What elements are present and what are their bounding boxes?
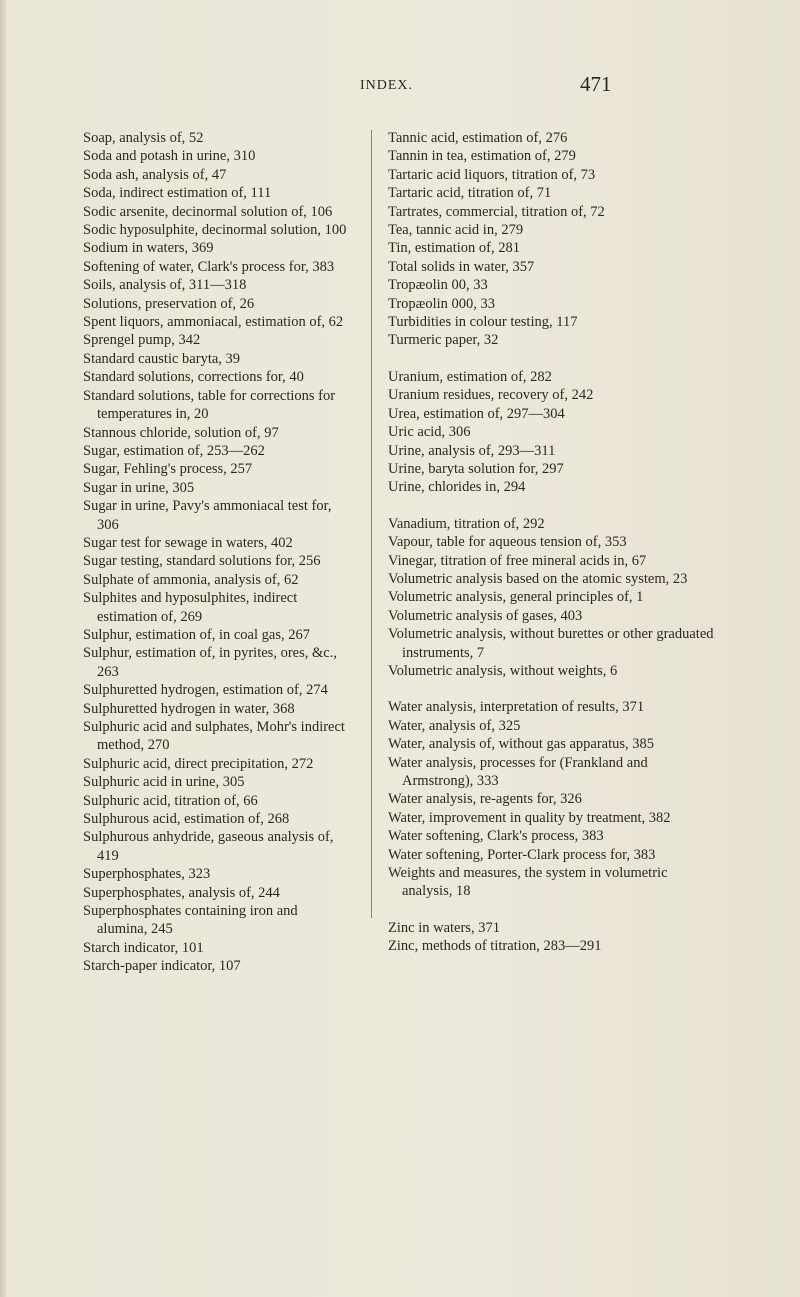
index-entry: Water softening, Porter-Clark process for, 383 xyxy=(388,846,656,863)
index-entry: Sodium in waters, 369 xyxy=(83,240,214,257)
index-entry: Water, analysis of, 325 xyxy=(388,717,521,734)
index-entry: Vapour, table for aqueous tension of, 353 xyxy=(388,534,627,551)
page-gutter-edge xyxy=(0,0,6,1297)
index-entry: Sulphuretted hydrogen, estimation of, 274 xyxy=(83,682,328,699)
index-entry: Sulphur, estimation of, in pyrites, ores, &c., 263 xyxy=(83,645,337,680)
index-entry: Sulphurous anhydride, gaseous analysis of, 419 xyxy=(83,829,334,864)
index-entry: Vanadium, titration of, 292 xyxy=(388,515,545,532)
page-number: 471 xyxy=(580,72,612,96)
index-entry: Soda, indirect estimation of, 111 xyxy=(83,185,272,202)
index-entry: Water analysis, re-agents for, 326 xyxy=(388,791,582,808)
index-entry: Urine, baryta solution for, 297 xyxy=(388,460,564,477)
index-entry: Soils, analysis of, 311—318 xyxy=(83,277,247,294)
index-entry: Water analysis, interpretation of results, 371 xyxy=(388,699,645,716)
index-entry: Urine, chlorides in, 294 xyxy=(388,479,526,496)
index-entry: Softening of water, Clark's process for, 383 xyxy=(83,258,335,275)
index-entry: Tannic acid, estimation of, 276 xyxy=(388,130,568,146)
section-gap xyxy=(388,680,718,698)
index-entry: Soda and potash in urine, 310 xyxy=(83,148,256,165)
index-entry: Total solids in water, 357 xyxy=(388,258,535,275)
index-entry: Sulphate of ammonia, analysis of, 62 xyxy=(83,571,299,588)
index-entry: Volumetric analysis, general principles of, 1 xyxy=(388,589,644,606)
section-gap xyxy=(388,350,718,368)
index-entry: Superphosphates containing iron and alumina, 245 xyxy=(83,903,298,938)
index-entry: Sodic hyposulphite, decinormal solution, 100 xyxy=(83,222,347,239)
index-entry: Uric acid, 306 xyxy=(388,424,471,441)
index-entry: Water analysis, processes for (Frankland and Armstrong), 333 xyxy=(388,754,648,789)
section-gap xyxy=(388,901,718,919)
index-entry: Sulphites and hyposulphites, indirect estimation of, 269 xyxy=(83,590,298,625)
index-entry: Sulphurous acid, estimation of, 268 xyxy=(83,811,290,828)
index-entry: Sulphuric acid, direct precipitation, 272 xyxy=(83,755,314,772)
index-entry: Weights and measures, the system in volumetric analysis, 18 xyxy=(388,865,668,900)
index-entry: Sugar testing, standard solutions for, 256 xyxy=(83,553,321,570)
index-entry: Turbidities in colour testing, 117 xyxy=(388,314,578,331)
index-entry: Sugar in urine, 305 xyxy=(83,479,195,496)
index-entry: Water, improvement in quality by treatment, 382 xyxy=(388,809,671,826)
index-entry: Sulphuric acid, titration of, 66 xyxy=(83,792,258,809)
index-entry: Sugar in urine, Pavy's ammoniacal test for, 306 xyxy=(83,498,332,533)
index-entry: Superphosphates, 323 xyxy=(83,866,211,883)
index-entry: Volumetric analysis, without burettes or other graduated instruments, 7 xyxy=(388,626,714,661)
index-entry: Tannin in tea, estimation of, 279 xyxy=(388,148,576,165)
column-divider xyxy=(371,130,372,918)
section-gap xyxy=(388,497,718,515)
page-header xyxy=(0,66,800,96)
index-entry: Urea, estimation of, 297—304 xyxy=(388,405,565,422)
running-title: INDEX. xyxy=(360,78,414,93)
index-entry: Stannous chloride, solution of, 97 xyxy=(83,424,279,441)
index-entry: Standard caustic baryta, 39 xyxy=(83,350,241,367)
index-entry: Tropæolin 000, 33 xyxy=(388,295,496,312)
index-entry: Sulphuric acid in urine, 305 xyxy=(83,774,245,791)
index-entry: Water softening, Clark's process, 383 xyxy=(388,828,604,845)
index-entry: Uranium, estimation of, 282 xyxy=(388,368,552,385)
index-entry: Turmeric paper, 32 xyxy=(388,332,499,349)
index-entry: Standard solutions, corrections for, 40 xyxy=(83,369,304,386)
index-entry: Volumetric analysis based on the atomic system, 23 xyxy=(388,570,688,587)
index-entry: Sulphuretted hydrogen in water, 368 xyxy=(83,700,295,717)
index-entry: Tea, tannic acid in, 279 xyxy=(388,222,524,239)
index-entry: Sugar, Fehling's process, 257 xyxy=(83,461,253,478)
index-column-right xyxy=(388,129,718,956)
index-entry: Soap, analysis of, 52 xyxy=(83,130,204,146)
index-entry: Solutions, preservation of, 26 xyxy=(83,295,255,312)
index-entry: Sugar, estimation of, 253—262 xyxy=(83,442,265,459)
index-entry: Tartaric acid, titration of, 71 xyxy=(388,185,552,202)
index-entry: Volumetric analysis of gases, 403 xyxy=(388,607,583,624)
index-entry: Standard solutions, table for corrections for temperatures in, 20 xyxy=(83,387,336,423)
index-entry: Starch-paper indicator, 107 xyxy=(83,958,241,975)
index-column-left xyxy=(83,129,351,976)
index-entry: Zinc in waters, 371 xyxy=(388,919,500,936)
index-entry: Vinegar, titration of free mineral acids in, 67 xyxy=(388,552,647,569)
index-entry: Sulphur, estimation of, in coal gas, 267 xyxy=(83,626,310,643)
index-entry: Uranium residues, recovery of, 242 xyxy=(388,387,594,404)
index-entry: Sprengel pump, 342 xyxy=(83,332,201,349)
index-entry: Tartaric acid liquors, titration of, 73 xyxy=(388,166,596,183)
index-entry: Superphosphates, analysis of, 244 xyxy=(83,884,280,901)
index-entry: Sodic arsenite, decinormal solution of, 106 xyxy=(83,203,333,220)
index-entry: Sulphuric acid and sulphates, Mohr's indirect method, 270 xyxy=(83,719,345,754)
index-entry: Zinc, methods of titration, 283—291 xyxy=(388,938,602,955)
index-entry: Tin, estimation of, 281 xyxy=(388,240,520,257)
index-entry: Water, analysis of, without gas apparatus, 385 xyxy=(388,736,655,753)
index-entry: Tartrates, commercial, titration of, 72 xyxy=(388,203,605,220)
index-entry: Spent liquors, ammoniacal, estimation of, 62 xyxy=(83,314,344,331)
index-entry: Soda ash, analysis of, 47 xyxy=(83,166,227,183)
index-entry: Sugar test for sewage in waters, 402 xyxy=(83,534,293,551)
index-entry: Volumetric analysis, without weights, 6 xyxy=(388,662,618,679)
index-entry: Tropæolin 00, 33 xyxy=(388,277,488,294)
index-entry: Urine, analysis of, 293—311 xyxy=(388,442,556,459)
index-entry: Starch indicator, 101 xyxy=(83,939,204,956)
